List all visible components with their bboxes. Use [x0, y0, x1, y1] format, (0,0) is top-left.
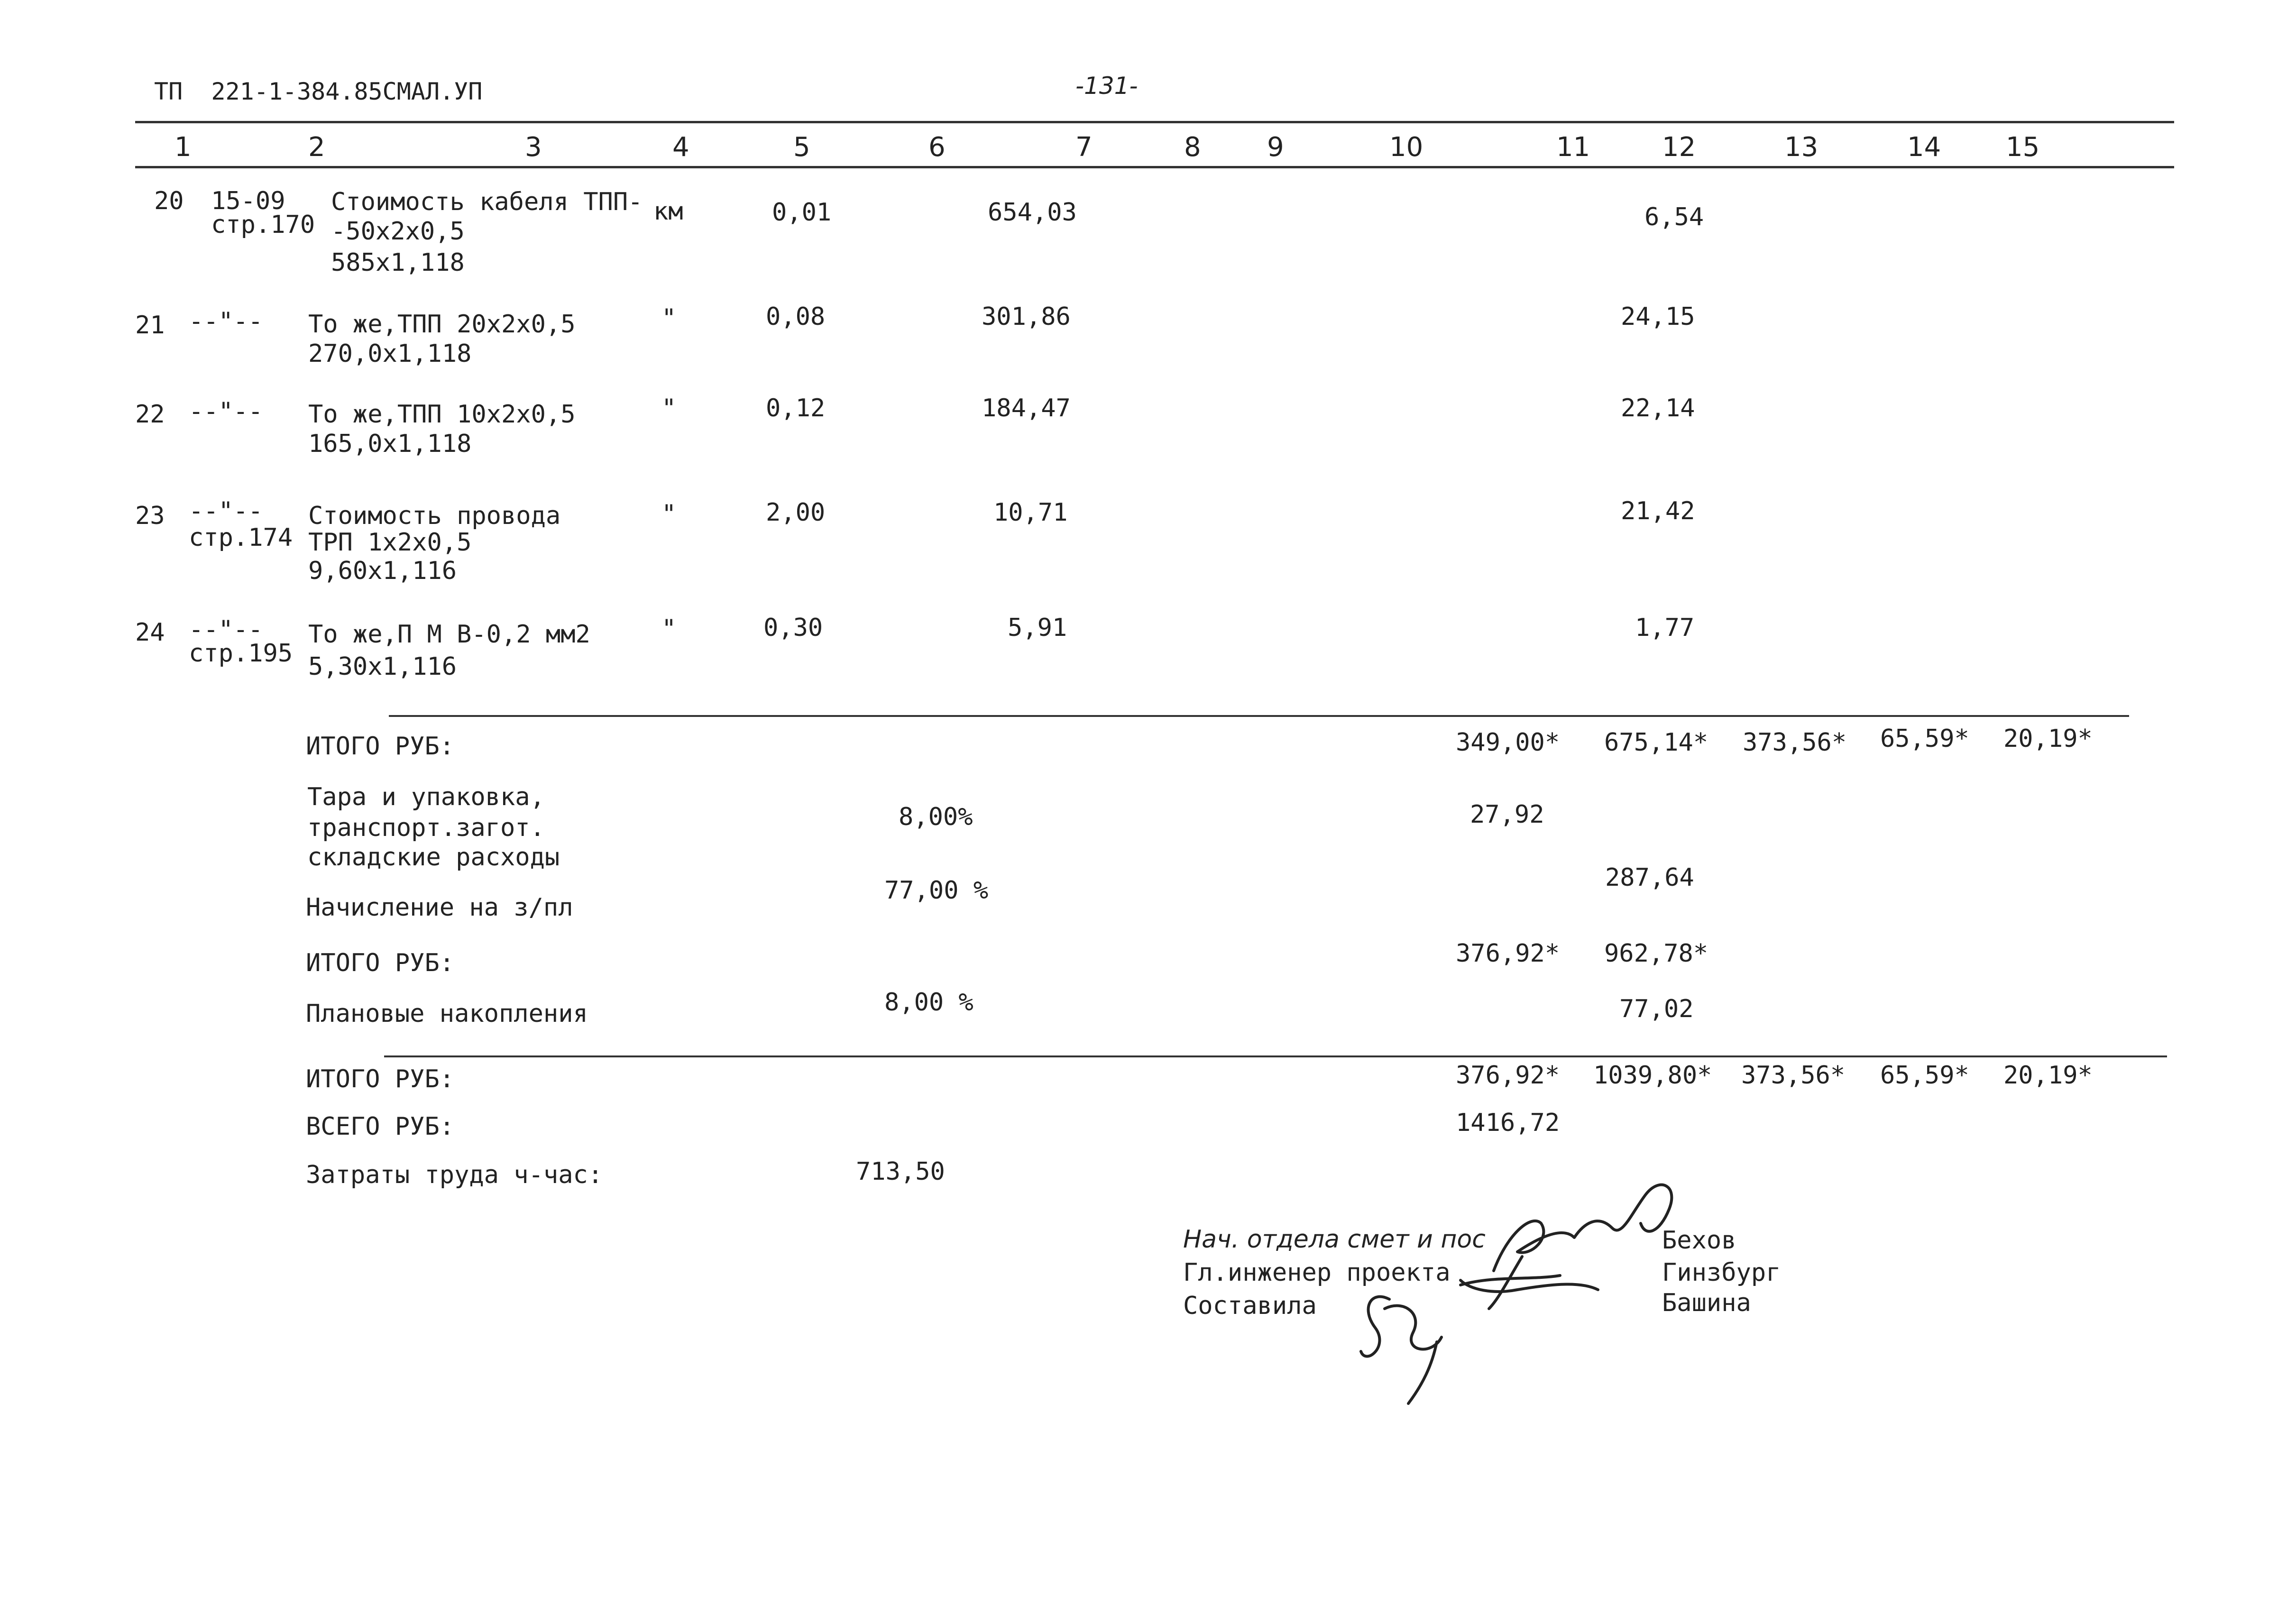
col-header: 11	[1556, 132, 1590, 163]
total-col15: 20,19*	[2003, 725, 2093, 753]
total-col12: 287,64	[1605, 863, 1694, 892]
total-col14: 65,59*	[1880, 725, 1969, 753]
row-number: 24	[135, 618, 165, 647]
total-col11: 349,00*	[1456, 728, 1560, 757]
summary-label: Затраты труда ч-час:	[306, 1161, 603, 1189]
total-col11: 27,92	[1470, 800, 1544, 829]
summary-label: ИТОГО РУБ:	[306, 732, 455, 761]
signature-ginzburg	[1460, 1257, 1598, 1309]
total-col13: 373,56*	[1743, 728, 1847, 757]
row-desc: Стоимость провода	[308, 502, 561, 530]
labor-hours: 713,50	[856, 1157, 945, 1186]
total-col12: 1039,80*	[1593, 1061, 1712, 1090]
row-desc: То же,П М В-0,2 мм2	[308, 620, 590, 649]
row-price: 301,86	[982, 303, 1071, 331]
summary-label: складские расходы	[307, 843, 560, 872]
row-unit: "	[661, 394, 677, 422]
summary-label: ИТОГО РУБ:	[306, 949, 455, 977]
row-price: 184,47	[982, 394, 1071, 422]
row-col12: 24,15	[1621, 303, 1695, 331]
col-header: 4	[672, 132, 689, 163]
col-header: 1	[174, 132, 192, 163]
signature-name: Гинзбург	[1662, 1258, 1781, 1287]
page-number: -131-	[1075, 72, 1138, 100]
row-unit: км	[653, 197, 683, 226]
summary-label: Начисление на з/пл	[306, 893, 573, 922]
summary-label: транспорт.загот.	[307, 814, 545, 842]
row-desc: ТРП 1х2х0,5	[308, 528, 472, 557]
signature-role: Нач. отдела смет и пос	[1183, 1225, 1486, 1254]
row-col12: 22,14	[1621, 394, 1695, 422]
row-ref: --"--	[189, 615, 263, 644]
row-number: 20	[154, 187, 184, 215]
row-price: 10,71	[993, 498, 1068, 527]
row-ref: --"--	[189, 307, 263, 336]
summary-pct: 8,00%	[899, 803, 973, 831]
row-qty: 0,30	[763, 614, 823, 642]
total-col14: 65,59*	[1880, 1061, 1969, 1090]
summary-pct: 8,00 %	[884, 988, 974, 1017]
row-desc: Стоимость кабеля ТПП-	[331, 188, 643, 216]
row-col12: 21,42	[1621, 497, 1695, 525]
row-desc: 9,60х1,116	[308, 557, 457, 585]
signature-bashina	[1361, 1297, 1442, 1404]
col-header: 10	[1389, 132, 1424, 163]
doc-code: ТП 221-1-384.85СМАЛ.УП	[154, 78, 483, 105]
signature-role: Составила	[1183, 1292, 1317, 1320]
row-desc: 5,30х1,116	[308, 652, 457, 681]
row-ref: 15-09	[211, 187, 285, 215]
col-header: 8	[1184, 132, 1201, 163]
total-col12: 77,02	[1619, 995, 1694, 1023]
col-header: 6	[928, 132, 946, 163]
row-ref-page: стр.174	[189, 523, 293, 552]
col-header: 13	[1784, 132, 1818, 163]
row-desc: 585х1,118	[331, 248, 465, 277]
col-header: 15	[2006, 132, 2040, 163]
row-qty: 2,00	[766, 498, 826, 527]
row-price: 5,91	[1008, 614, 1067, 642]
row-qty: 0,12	[766, 394, 826, 422]
row-unit: "	[661, 615, 677, 643]
signature-name: Башина	[1662, 1289, 1751, 1317]
summary-label: ВСЕГО РУБ:	[306, 1112, 455, 1141]
row-desc: То же,ТПП 10х2х0,5	[308, 400, 576, 429]
total-col12: 962,78*	[1604, 939, 1708, 968]
row-desc: То же,ТПП 20х2х0,5	[308, 310, 576, 339]
col-header: 14	[1907, 132, 1941, 163]
col-header: 7	[1075, 132, 1093, 163]
total-col11: 376,92*	[1456, 1061, 1560, 1090]
row-desc: 165,0х1,118	[308, 430, 472, 458]
row-qty: 0,08	[766, 303, 826, 331]
signature-name: Бехов	[1662, 1226, 1736, 1255]
row-ref-page: стр.195	[189, 639, 293, 668]
summary-label: Плановые накопления	[306, 1000, 588, 1028]
signature-role: Гл.инженер проекта	[1183, 1258, 1451, 1287]
col-header: 3	[525, 132, 542, 163]
total-col13: 373,56*	[1741, 1061, 1846, 1090]
summary-pct: 77,00 %	[884, 876, 989, 905]
summary-label: Тара и упаковка,	[307, 783, 545, 811]
row-desc: 270,0х1,118	[308, 339, 472, 368]
row-number: 22	[135, 400, 165, 429]
row-price: 654,03	[988, 198, 1077, 227]
row-qty: 0,01	[772, 198, 832, 227]
row-ref-page: стр.170	[211, 211, 315, 239]
row-col12: 6,54	[1644, 203, 1704, 231]
row-ref: --"--	[189, 497, 263, 525]
row-number: 21	[135, 311, 165, 339]
row-ref: --"--	[189, 397, 263, 426]
row-unit: "	[661, 500, 677, 528]
grand-total: 1416,72	[1456, 1109, 1560, 1137]
col-header: 5	[793, 132, 810, 163]
total-col11: 376,92*	[1456, 939, 1560, 968]
total-col15: 20,19*	[2003, 1061, 2093, 1090]
col-header: 12	[1662, 132, 1696, 163]
total-col12: 675,14*	[1604, 728, 1708, 757]
col-header: 9	[1267, 132, 1284, 163]
col-header: 2	[308, 132, 325, 163]
row-unit: "	[661, 304, 677, 332]
summary-label: ИТОГО РУБ:	[306, 1065, 455, 1093]
row-desc: -50х2х0,5	[331, 217, 465, 246]
row-number: 23	[135, 502, 165, 530]
row-col12: 1,77	[1635, 614, 1695, 642]
